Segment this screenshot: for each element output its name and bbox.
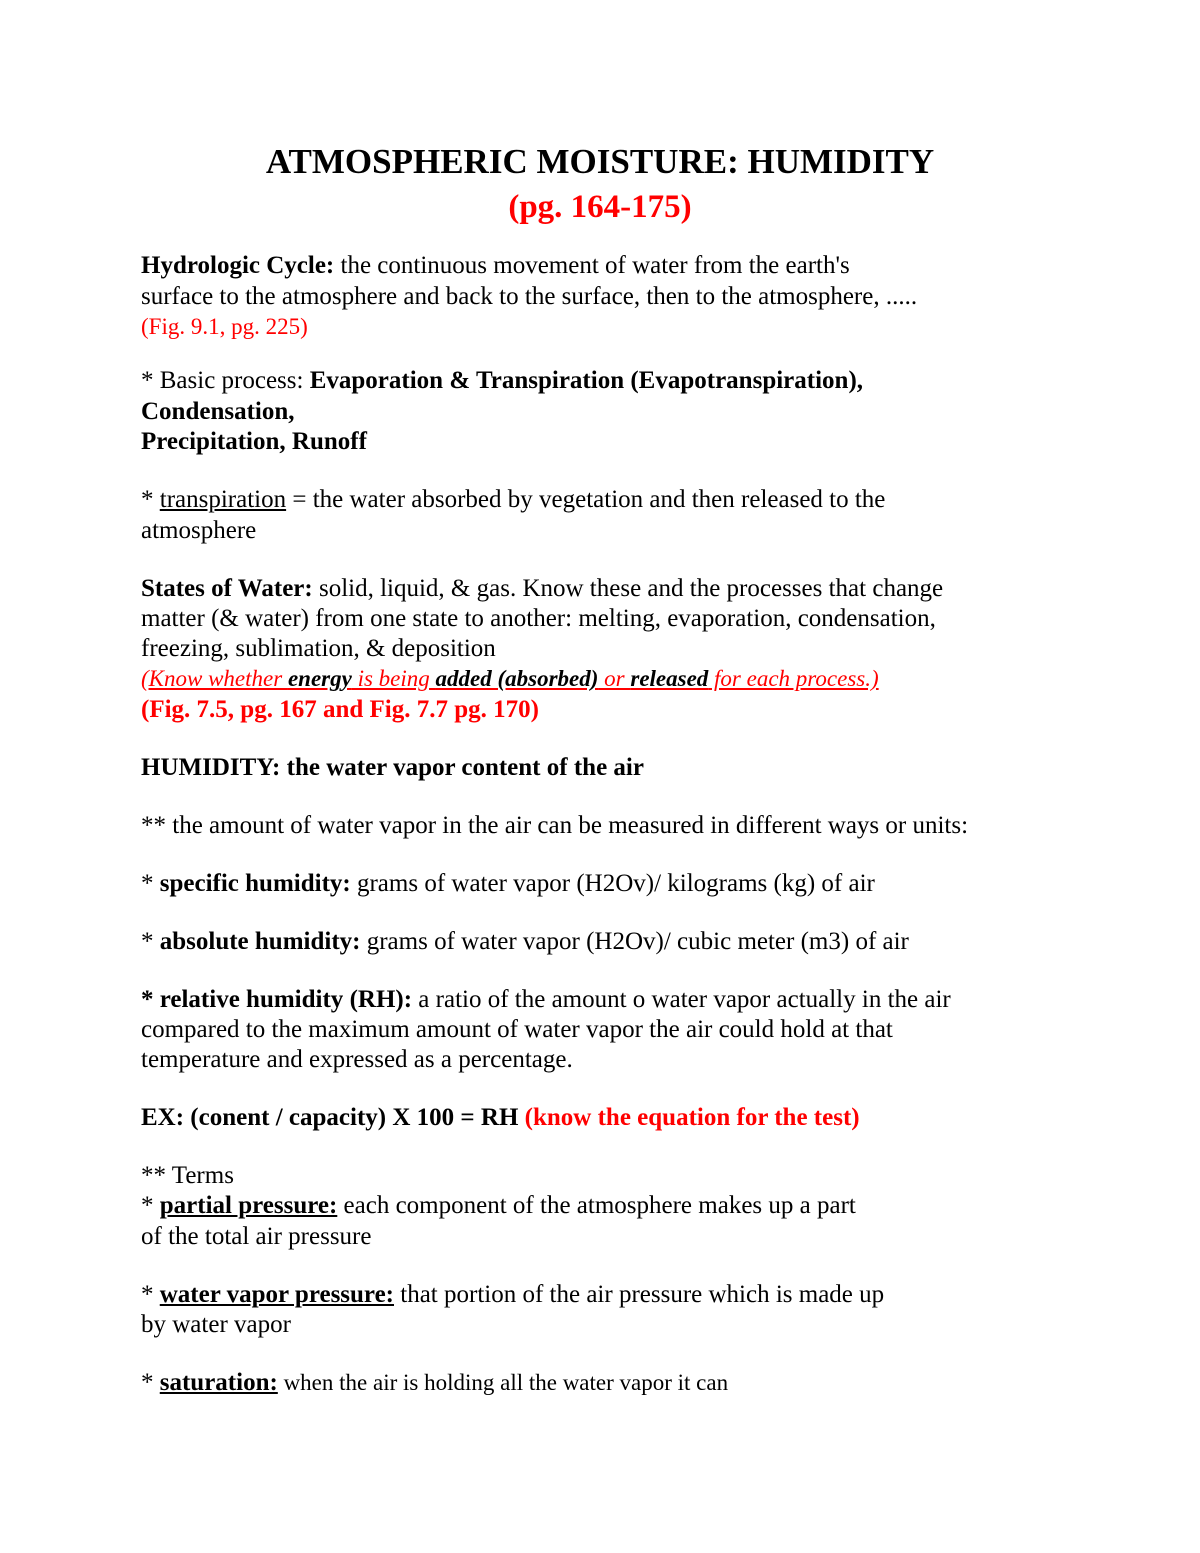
humidity-intro: ** the amount of water vapor in the air can be measured in different ways or units:	[141, 812, 969, 839]
partial-pressure-line-2: of the total air pressure	[141, 1223, 372, 1250]
hydrologic-figure-reference: (Fig. 9.1, pg. 225)	[141, 314, 308, 339]
energy-note-added: added (absorbed)	[435, 666, 599, 691]
relative-humidity-definition: a ratio of the amount o water vapor actually in the air	[412, 986, 951, 1013]
energy-note-text-3: or	[598, 666, 631, 691]
states-of-water-term: States of Water:	[141, 575, 313, 602]
states-of-water-line-2: matter (& water) from one state to another: melting, evaporation, condensation,	[141, 605, 936, 632]
saturation-definition: when the air is holding all the water vapor it can	[277, 1370, 729, 1395]
energy-note-text-2: is being	[351, 666, 436, 691]
bullet: *	[141, 1281, 160, 1308]
relative-humidity-line-3: temperature and expressed as a percentage.	[141, 1046, 573, 1073]
partial-pressure-line-1	[141, 1191, 856, 1221]
bullet: *	[141, 870, 160, 897]
specific-humidity-line	[141, 869, 875, 899]
water-vapor-pressure-term: water vapor pressure:	[159, 1281, 394, 1308]
bullet: *	[141, 486, 160, 513]
states-of-water-definition: solid, liquid, & gas. Know these and the processes that change	[312, 575, 944, 602]
page-range-subtitle: (pg. 164-175)	[508, 189, 692, 225]
transpiration-line-1	[141, 485, 885, 515]
relative-humidity-line-2: compared to the maximum amount of water vapor the air could hold at that	[141, 1016, 893, 1043]
relative-humidity-term: * relative humidity	[141, 986, 344, 1013]
energy-note-text-4: for each process.)	[708, 666, 879, 691]
transpiration-definition: = the water absorbed by vegetation and then released to the	[286, 486, 886, 513]
saturation-line	[141, 1368, 728, 1398]
bullet: *	[141, 1192, 160, 1219]
basic-process-prefix: * Basic process:	[141, 367, 310, 394]
specific-humidity-term: specific humidity:	[159, 870, 351, 897]
states-of-water-line-1	[141, 574, 943, 604]
transpiration-term: transpiration	[159, 486, 287, 513]
page-title: ATMOSPHERIC MOISTURE: HUMIDITY	[265, 142, 935, 181]
water-vapor-pressure-line-1	[141, 1280, 884, 1310]
humidity-heading: HUMIDITY: the water vapor content of the air	[141, 754, 644, 781]
basic-process-line-1	[141, 366, 863, 396]
relative-humidity-line-1	[141, 985, 951, 1015]
transpiration-line-2: atmosphere	[141, 517, 257, 544]
hydrologic-cycle-term: Hydrologic Cycle:	[141, 252, 335, 279]
absolute-humidity-definition: grams of water vapor (H2Ov)/ cubic meter (m3) of air	[360, 928, 909, 955]
hydrologic-cycle-definition: the continuous movement of water from the earth's	[334, 252, 850, 279]
basic-process-line-3: Precipitation, Runoff	[141, 428, 367, 455]
partial-pressure-term: partial pressure:	[159, 1192, 338, 1219]
energy-note-energy: energy	[287, 666, 352, 691]
bullet: *	[141, 928, 160, 955]
water-vapor-pressure-line-2: by water vapor	[141, 1311, 291, 1338]
equation-note: (know the equation for the test)	[518, 1104, 860, 1131]
states-of-water-line-3: freezing, sublimation, & deposition	[141, 635, 496, 662]
hydrologic-cycle-line-2: surface to the atmosphere and back to the surface, then to the atmosphere, .....	[141, 283, 918, 310]
basic-process-list-1: Evaporation & Transpiration (Evapotranspiration),	[309, 367, 864, 394]
states-figure-reference: (Fig. 7.5, pg. 167 and Fig. 7.7 pg. 170)	[141, 696, 539, 723]
energy-note-text-1: (Know whether	[141, 666, 288, 691]
example-equation-line	[141, 1103, 860, 1133]
specific-humidity-definition: grams of water vapor (H2Ov)/ kilograms (kg) of air	[350, 870, 875, 897]
saturation-term: saturation:	[159, 1369, 278, 1396]
partial-pressure-definition: each component of the atmosphere makes up a part	[337, 1192, 856, 1219]
basic-process-line-2: Condensation,	[141, 398, 295, 425]
bullet: *	[141, 1369, 160, 1396]
terms-heading: ** Terms	[141, 1162, 234, 1189]
example-equation: EX: (conent / capacity) X 100 = RH	[141, 1104, 519, 1131]
hydrologic-cycle-line-1	[141, 251, 850, 281]
energy-note-released: released	[630, 666, 709, 691]
absolute-humidity-line	[141, 927, 909, 957]
absolute-humidity-term: absolute humidity:	[159, 928, 361, 955]
water-vapor-pressure-definition: that portion of the air pressure which is made up	[394, 1281, 885, 1308]
relative-humidity-abbr: (RH):	[343, 986, 413, 1013]
energy-note	[141, 664, 879, 694]
